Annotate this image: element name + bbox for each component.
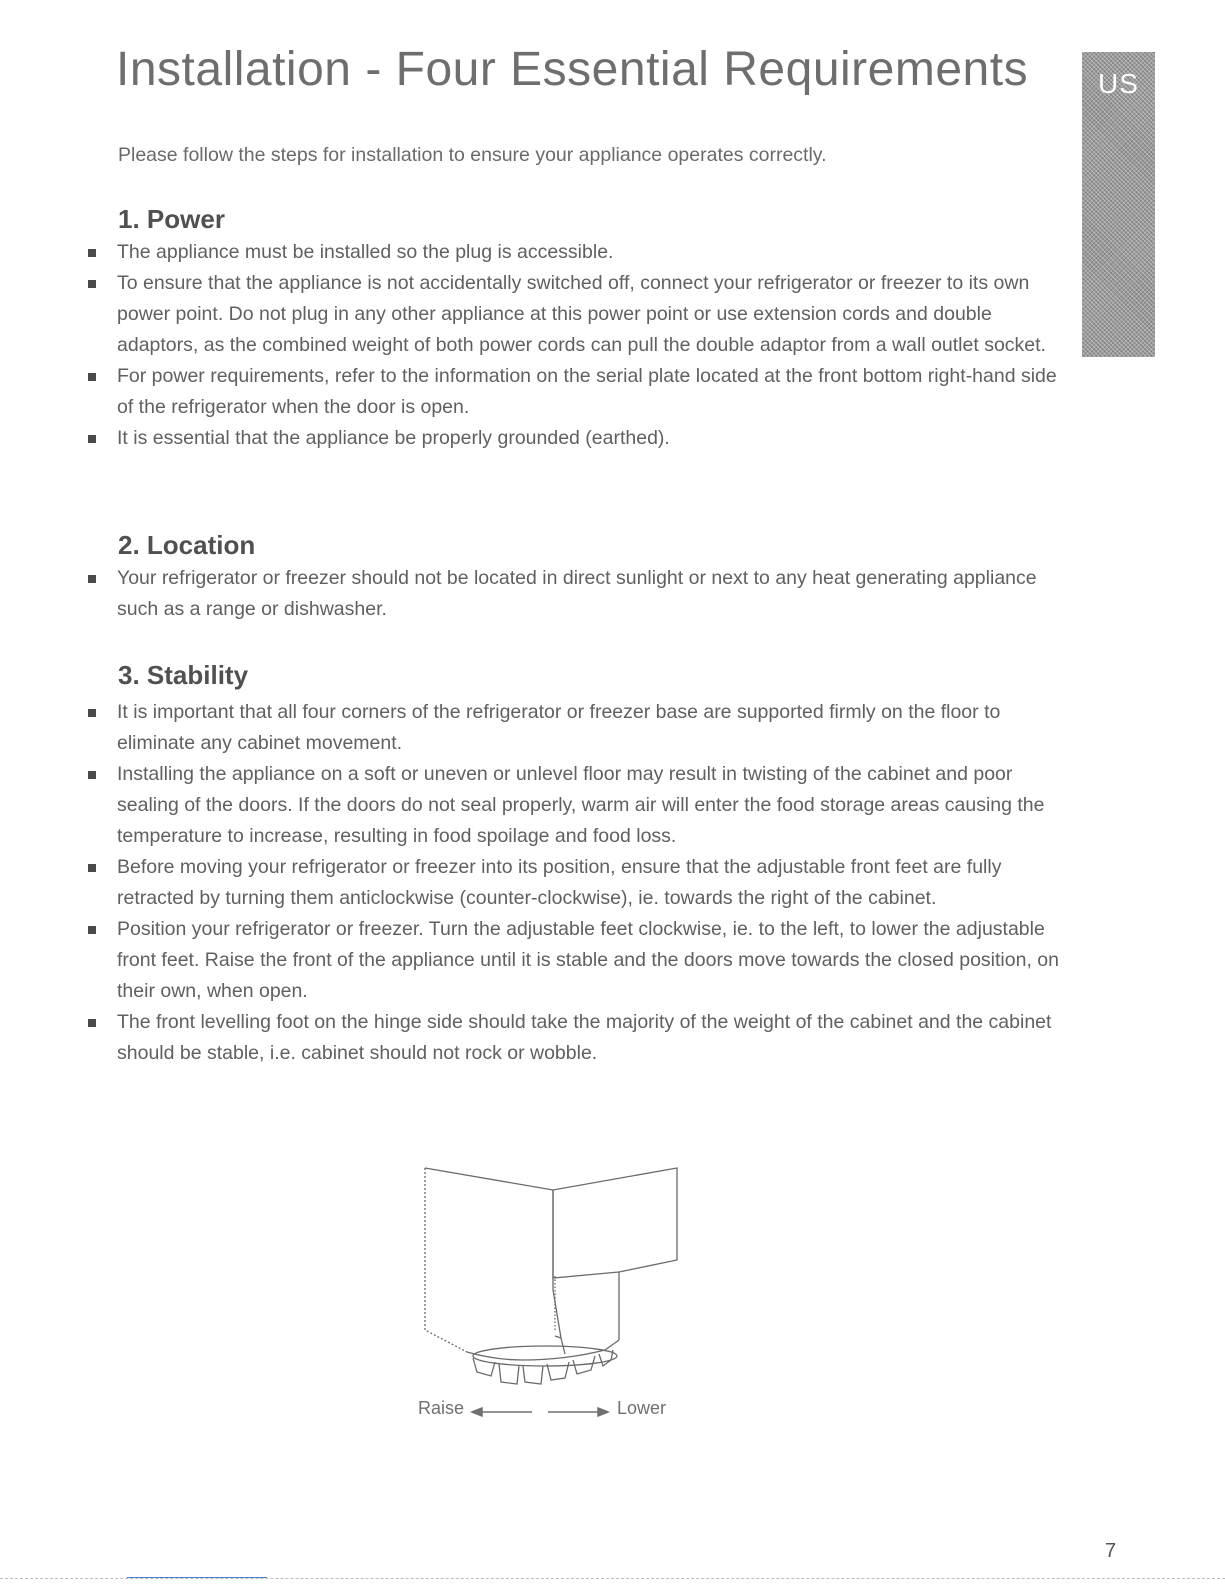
- list-item: It is important that all four corners of the refrigerator or freezer base are supported firmly on the floor to eliminate any cabinet movement.: [85, 697, 1070, 759]
- list-item: Position your refrigerator or freezer. Turn the adjustable feet clockwise, ie. to the left, to lower the adjustable front feet. Raise the front of the appliance until it is stable and the doors move towards the closed position, on their own, when open.: [85, 914, 1070, 1007]
- list-item: To ensure that the appliance is not accidentally switched off, connect your refrigerator or freezer to its own power point. Do not plug in any other appliance at this power point or use extension cords and double adaptors, as the combined weight of both power cords can pull the double adaptor from a wall outlet socket.: [85, 268, 1070, 361]
- intro-text: Please follow the steps for installation to ensure your appliance operates correctly.: [118, 144, 827, 166]
- section-heading-stability: 3. Stability: [118, 660, 249, 690]
- list-item: For power requirements, refer to the information on the serial plate located at the front bottom right-hand side of the refrigerator when the door is open.: [85, 361, 1070, 423]
- list-item: Your refrigerator or freezer should not be located in direct sunlight or next to any heat generating appliance such as a range or dishwasher.: [85, 563, 1070, 625]
- footer-accent-line: [127, 1577, 267, 1578]
- list-item: It is essential that the appliance be properly grounded (earthed).: [85, 423, 1070, 454]
- stability-bullet-list: [85, 697, 1070, 1069]
- cabinet-outline: [425, 1168, 677, 1340]
- list-item: Before moving your refrigerator or freezer into its position, ensure that the adjustable front feet are fully retracted by turning them anticlockwise (counter-clockwise), ie. towards the right of the cabinet.: [85, 852, 1070, 914]
- power-bullet-list: [85, 237, 1070, 454]
- lower-label: Lower: [617, 1398, 667, 1418]
- country-tab: [1082, 52, 1155, 357]
- footer-divider: [0, 1578, 1225, 1579]
- location-bullet-list: [85, 563, 1070, 625]
- list-item: Installing the appliance on a soft or uneven or unlevel floor may result in twisting of the cabinet and poor sealing of the doors. If the doors do not seal properly, warm air will enter the food storage areas causing the temperature to increase, resulting in food spoilage and food loss.: [85, 759, 1070, 852]
- list-item: The appliance must be installed so the plug is accessible.: [85, 237, 1070, 268]
- adjustable-foot-illustration: [405, 1160, 705, 1400]
- direction-arrows: [470, 1406, 610, 1418]
- section-heading-location: 2. Location: [118, 530, 256, 560]
- country-tab-label: US: [1098, 68, 1139, 99]
- section-heading-power: 1. Power: [118, 204, 225, 234]
- page-title: Installation - Four Essential Requirements: [116, 43, 1029, 96]
- page-number: 7: [1105, 1540, 1117, 1562]
- list-item: The front levelling foot on the hinge side should take the majority of the weight of the cabinet and the cabinet should be stable, i.e. cabinet should not rock or wobble.: [85, 1007, 1070, 1069]
- raise-label: Raise: [418, 1398, 465, 1418]
